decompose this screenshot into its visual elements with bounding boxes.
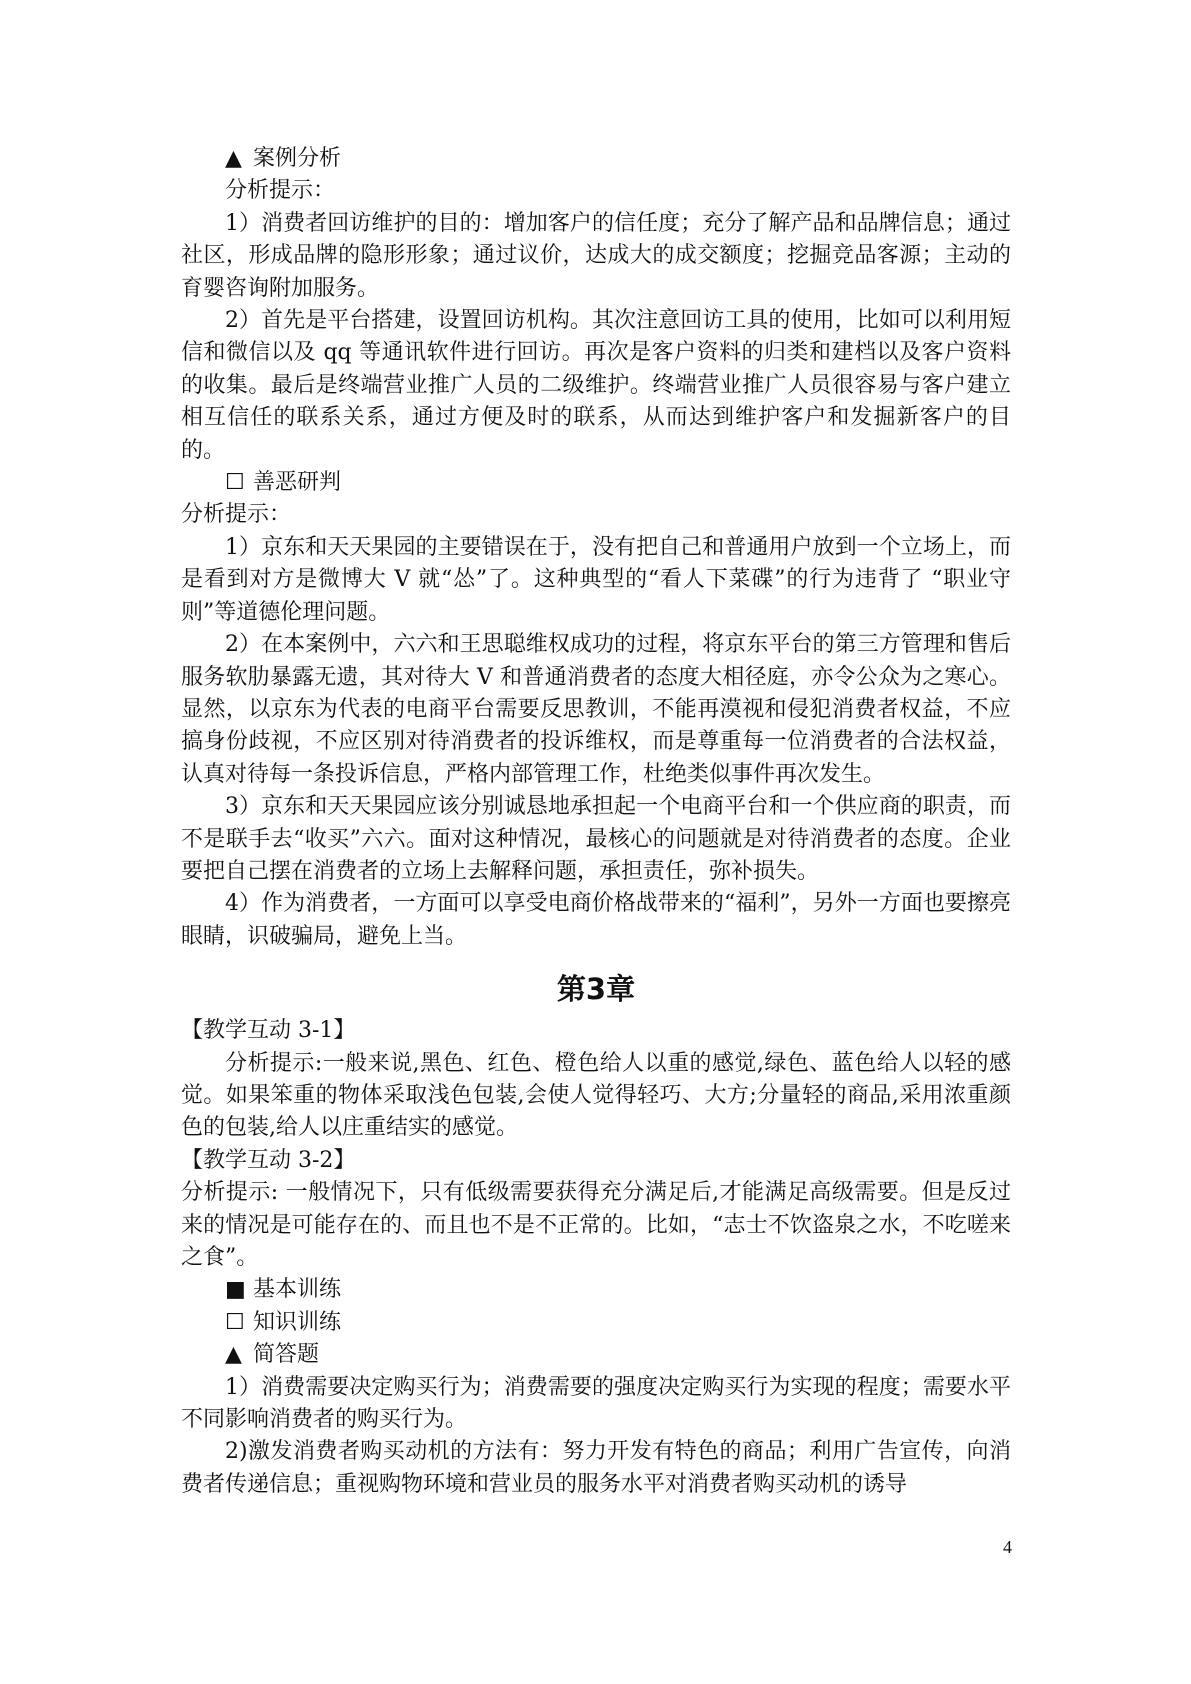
chapter-title: 第3章: [556, 972, 636, 1007]
paragraph: 4）作为消费者，一方面可以享受电商价格战带来的“福利”，另外一方面也要擦亮眼睛，识破骗局，避免上当。: [181, 891, 1011, 949]
paragraph: 分析提示: 一般情况下，只有低级需要获得充分满足后,才能满足高级需要。但是反过来的情况是可能存在的、而且也不是不正常的。比如，“志士不饮盗泉之水，不吃嗟来之食”。: [181, 1180, 1011, 1270]
paragraph: 1）京东和天天果园的主要错误在于，没有把自己和普通用户放到一个立场上，而是看到对方是微博大 V 就“怂”了。这种典型的“看人下菜碟”的行为违背了 “职业守则”等道德伦理问题。: [181, 534, 1011, 625]
interaction-heading: 【教学互动 3-2】: [181, 1147, 356, 1173]
paragraph: 2)激发消费者购买动机的方法有：努力开发有特色的商品；利用广告宣传，向消费者传递信息；重视购物环境和营业员的服务水平对消费者购买动机的诱导: [181, 1439, 1011, 1497]
triangle-bullet-icon: ▲: [225, 146, 242, 171]
paragraph: 1）消费者回访维护的目的：增加客户的信任度；充分了解产品和品牌信息；通过社区，形成品牌的隐形形象；通过议价，达成大的成交额度；挖掘竞品客源；主动的育婴咨询附加服务。: [181, 210, 1011, 301]
interaction-heading: 【教学互动 3-1】: [181, 1018, 356, 1044]
item-label: 善恶研判: [253, 470, 342, 496]
page-body: [181, 143, 1011, 1501]
checkbox-bullet-icon: ☐: [225, 1309, 245, 1335]
analysis-hint-label: 分析提示：: [225, 178, 336, 204]
item-label: 案例分析: [253, 146, 342, 171]
analysis-hint-label: 分析提示：: [181, 502, 292, 528]
page-number: 4: [1003, 1537, 1012, 1557]
item-basic-training: [181, 1274, 1011, 1306]
paragraph: 2）在本案例中，六六和王思聪维权成功的过程，将京东平台的第三方管理和售后服务软肋暴露无遗，其对待大 V 和普通消费者的态度大相径庭，亦令公众为之寒心。显然，以京东为代表的电商平台需要反思教训，不能再漠视和侵犯消费者权益，不应搞身份歧视，不应区别对待消费者的投诉维权，而是尊重每一位消费者的合法权益，认真对待每一条投诉信息，严格内部管理工作，杜绝类似事件再次发生。: [181, 632, 1011, 787]
triangle-bullet-icon: ▲: [225, 1342, 242, 1368]
item-label: 基本训练: [253, 1277, 342, 1303]
item-label: 简答题: [253, 1342, 320, 1368]
item-knowledge-training: [181, 1307, 1011, 1339]
paragraph: 1）消费需要决定购买行为；消费需要的强度决定购买行为实现的程度；需要水平不同影响消费者的购买行为。: [181, 1374, 1011, 1433]
filled-square-bullet-icon: ■: [225, 1277, 246, 1303]
paragraph: 2）首先是平台搭建，设置回访机构。其次注意回访工具的使用，比如可以利用短信和微信以及 qq 等通讯软件进行回访。再次是客户资料的归类和建档以及客户资料的收集。最后是终端营业推广人员的二级维护。终端营业推广人员很容易与客户建立相互信任的联系关系，通过方便及时的联系，从而达到维护客户和发掘新客户的目的。: [181, 308, 1011, 463]
item-short-answer: [181, 1339, 1011, 1371]
paragraph: 3）京东和天天果园应该分别诚恳地承担起一个电商平台和一个供应商的职责，而不是联手去“收买”六六。面对这种情况，最核心的问题就是对待消费者的态度。企业要把自己摆在消费者的立场上去解释问题，承担责任，弥补损失。: [181, 794, 1011, 884]
item-label: 知识训练: [253, 1309, 342, 1335]
checkbox-bullet-icon: ☐: [225, 470, 245, 496]
paragraph: 分析提示:一般来说,黑色、红色、橙色给人以重的感觉,绿色、蓝色给人以轻的感觉。如果笨重的物体采取浅色包装,会使人觉得轻巧、大方;分量轻的商品,采用浓重颜色的包装,给人以庄重结实的感觉。: [181, 1050, 1011, 1141]
item-good-evil-judgement: [181, 467, 1011, 499]
item-case-analysis: [181, 143, 1011, 175]
